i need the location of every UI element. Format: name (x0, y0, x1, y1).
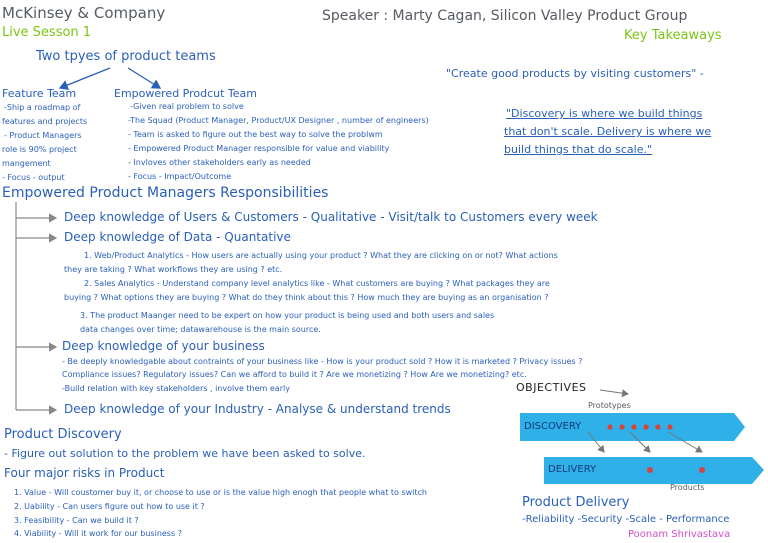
data-point-1: 1. Web/Product Analytics - How users are actually using your product ? What they are clicking on or not? What actions (84, 251, 558, 260)
industry-knowledge: Deep knowledge of your Industry - Analyse & understand trends (64, 402, 451, 416)
empowered-team-line: -The Squad (Product Manager, Product/UX Designer , number of engineers) (128, 116, 429, 125)
objectives-arrow (600, 390, 628, 394)
products-label: Products (670, 483, 705, 492)
feature-team-title: Feature Team (2, 87, 77, 100)
data-knowledge-title: Deep knowledge of Data - Quantative (64, 230, 291, 244)
business-line: - Be deeply knowledgable about contraints of your business like - How is your product sold ? How it is marketed ? Privacy issues ? (62, 357, 583, 366)
users-knowledge: Deep knowledge of Users & Customers - Qualitative - Visit/talk to Customers every week (64, 210, 598, 224)
empowered-team-line: - Empowered Product Manager responsible for value and viability (128, 144, 390, 153)
author-name: Poonam Shrivastava (628, 529, 731, 540)
product-discovery-line: - Figure out solution to the problem we have been asked to solve. (4, 447, 366, 460)
empowered-team-line: -Given real problem to solve (130, 102, 244, 111)
product-delivery-title: Product Delivery (522, 495, 630, 510)
business-line: Compliance issues? Regulatory issues? Can we afford to build it ? Are we monetizing ? How Are we monetizing? etc. (62, 370, 527, 379)
risk-item: 1. Value - Will coustomer buy it, or choose to use or is the value high enogh that people what to switch (14, 488, 427, 497)
objectives-label: OBJECTIVES (516, 381, 587, 394)
prototype-dot (631, 424, 636, 429)
product-dot (699, 467, 705, 473)
delivery-label: DELIVERY (548, 464, 597, 475)
teams-title: Two tpyes of product teams (36, 49, 216, 64)
data-point-2: 2. Sales Analytics - Understand company level analytics like - What customers are buying ? What packages they are (84, 279, 550, 288)
company-name: McKinsey & Company (2, 4, 166, 22)
key-takeaways-label: Key Takeaways (624, 28, 722, 43)
data-point-2-cont: buying ? What options they are buying ? What do they think about this ? How much they are buying as an organisation ? (64, 293, 549, 302)
risk-item: 2. Uability - Can users figure out how to use it ? (14, 502, 205, 511)
quote-line: that don't scale. Delivery is where we (504, 125, 712, 138)
prototype-dot (607, 424, 612, 429)
feature-team-line: - Focus - output (2, 173, 65, 182)
feature-team-line: role is 90% project (2, 145, 77, 154)
business-knowledge-title: Deep knowledge of your business (62, 339, 265, 353)
discovery-label: DISCOVERY (524, 421, 582, 432)
empowered-team-title: Empowered Prodcut Team (114, 87, 258, 100)
feature-team-line: mangement (2, 159, 51, 168)
prototype-dot (619, 424, 624, 429)
prototypes-label: Prototypes (588, 401, 631, 410)
product-dot (647, 467, 653, 473)
prototype-dot (655, 424, 660, 429)
quote-line: build things that do scale." (504, 143, 653, 156)
responsibilities-title: Empowered Product Managers Responsibilities (2, 185, 329, 201)
business-line: -Build relation with key stakeholders , involve them early (62, 384, 290, 393)
product-discovery-title: Product Discovery (4, 427, 122, 442)
session-label: Live Sesson 1 (2, 25, 92, 40)
risk-item: 3. Feasibility - Can we build it ? (14, 516, 139, 525)
prototype-dot (643, 424, 648, 429)
empowered-team-line: - Invloves other stakeholders early as needed (128, 158, 311, 167)
quote-visit-customers: "Create good products by visiting customers" - (446, 67, 704, 80)
empowered-team-line: - Focus - Impact/Outcome (128, 172, 232, 181)
feature-team-line: -Ship a roadmap of (4, 103, 81, 112)
speaker-label: Speaker : Marty Cagan, Silicon Valley Product Group (322, 8, 688, 24)
data-point-3: 3. The product Maanger need to be expert on how your product is being used and both users and sales (80, 311, 495, 320)
risk-item: 4. Viability - Will it work for our business ? (14, 529, 182, 538)
empowered-team-line: - Team is asked to figure out the best way to solve the problwm (128, 130, 383, 139)
feature-team-line: - Product Managers (4, 131, 82, 140)
risks-title: Four major risks in Product (4, 466, 165, 480)
feature-team-line: features and projects (2, 117, 88, 126)
product-delivery-line: -Reliability -Security -Scale - Performance (522, 514, 730, 525)
data-point-3-cont: data changes over time; datawarehouse is the main source. (80, 325, 321, 334)
quote-line: "Discovery is where we build things (506, 107, 703, 120)
prototype-dot (667, 424, 672, 429)
data-point-1-cont: they are taking ? What workflows they are using ? etc. (64, 265, 283, 274)
